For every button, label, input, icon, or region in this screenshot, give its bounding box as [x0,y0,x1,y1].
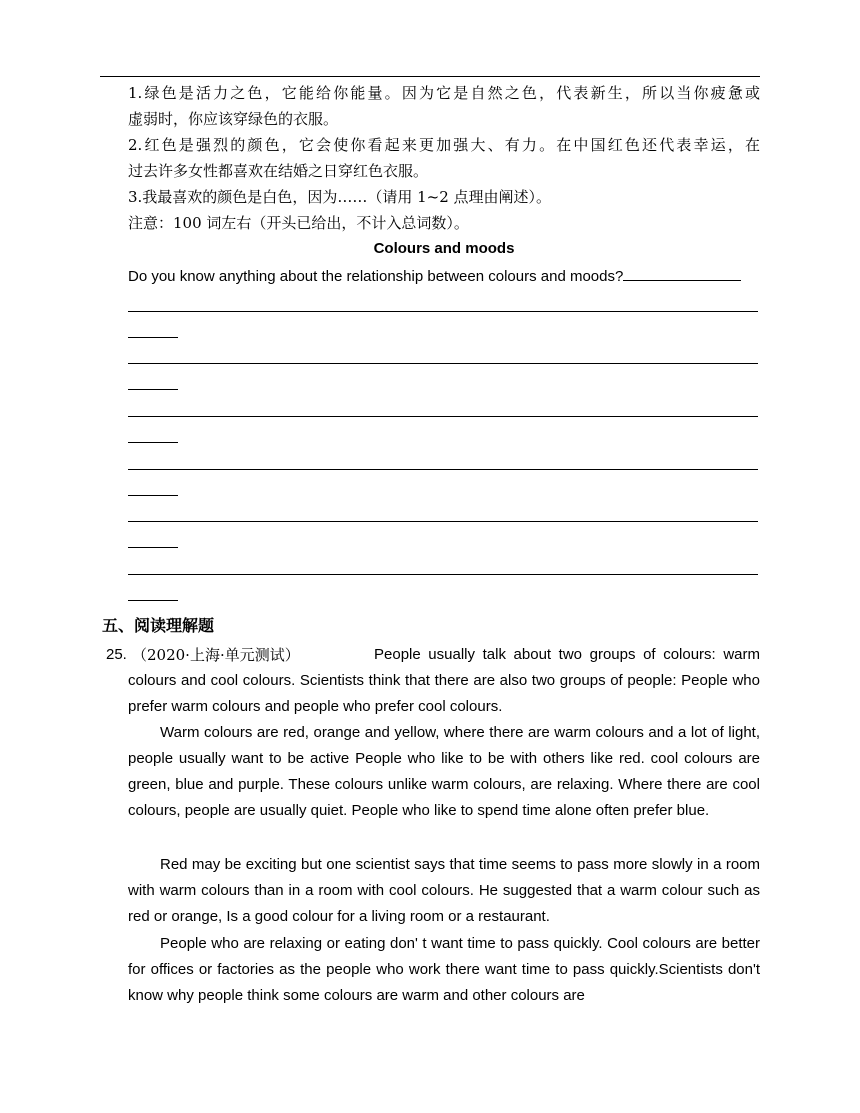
answer-line-6[interactable] [128,574,758,575]
prompt-point2-line1: 2.红色是强烈的颜色，它会使你看起来更加强大、有力。在中国红色还代表幸运，在 [128,136,760,154]
answer-line-2[interactable] [128,363,758,364]
section-heading: 五、阅读理解题 [102,616,215,635]
prompt-note: 注意：100 词左右（开头已给出，不计入总词数）。 [128,214,469,232]
answer-line-5[interactable] [128,521,758,522]
answer-line-5-tail[interactable] [128,547,178,548]
answer-line-3[interactable] [128,416,758,417]
passage-paragraph-3: Red may be exciting but one scientist says that time seems to pass more slowly in a room with warm colours than in a room with cool colours. He suggested that a warm colour such as red or orange, Is a good colour for a living room or a restaurant. [128,856,760,925]
prompt-point2-line2: 过去许多女性都喜欢在结婚之日穿红色衣服。 [128,162,429,180]
prompt-point1-line1: 1.绿色是活力之色，它能给你能量。因为它是自然之色，代表新生，所以当你疲惫或 [128,84,760,102]
answer-line-2-tail[interactable] [128,389,178,390]
question-number: 25. [106,646,127,663]
prompt-point3: 3.我最喜欢的颜色是白色，因为……（请用 1~2 点理由阐述）。 [128,188,552,206]
question-source: （2020·上海·单元测试） [132,646,300,664]
prompt-point1-line2: 虚弱时，你应该穿绿色的衣服。 [128,110,339,128]
header-rule [100,76,760,77]
passage-paragraph-2: Warm colours are red, orange and yellow, where there are warm colours and a lot of light, people usually want to be active People who like to be with others like red. cool colours are green, blue and purple. These colours unlike warm colours, are relaxing. Where there are cool colours, people are usually quiet. People who like to spend time alone often prefer blue. [128,724,760,819]
answer-line-4[interactable] [128,469,758,470]
answer-line-1-tail[interactable] [128,337,178,338]
answer-line-4-tail[interactable] [128,495,178,496]
answer-line-6-tail[interactable] [128,600,178,601]
passage-paragraph-1: People usually talk about two groups of colours: warm colours and cool colours. Scientists think that there are also two groups of people: People who prefer warm colours and people who prefer cool colours. [128,646,760,715]
answer-line-3-tail[interactable] [128,442,178,443]
answer-blank-inline[interactable] [623,266,741,281]
essay-opening-sentence: Do you know anything about the relationship between colours and moods? [128,268,624,285]
essay-opening-line [128,266,741,288]
essay-title: Colours and moods [373,240,515,257]
answer-line-1[interactable] [128,311,758,312]
passage-paragraph-4: People who are relaxing or eating don' t want time to pass quickly. Cool colours are better for offices or factories as the people who work there want time to pass quickly.Scientists don't know why people think some colours are warm and other colours are [128,935,760,1004]
